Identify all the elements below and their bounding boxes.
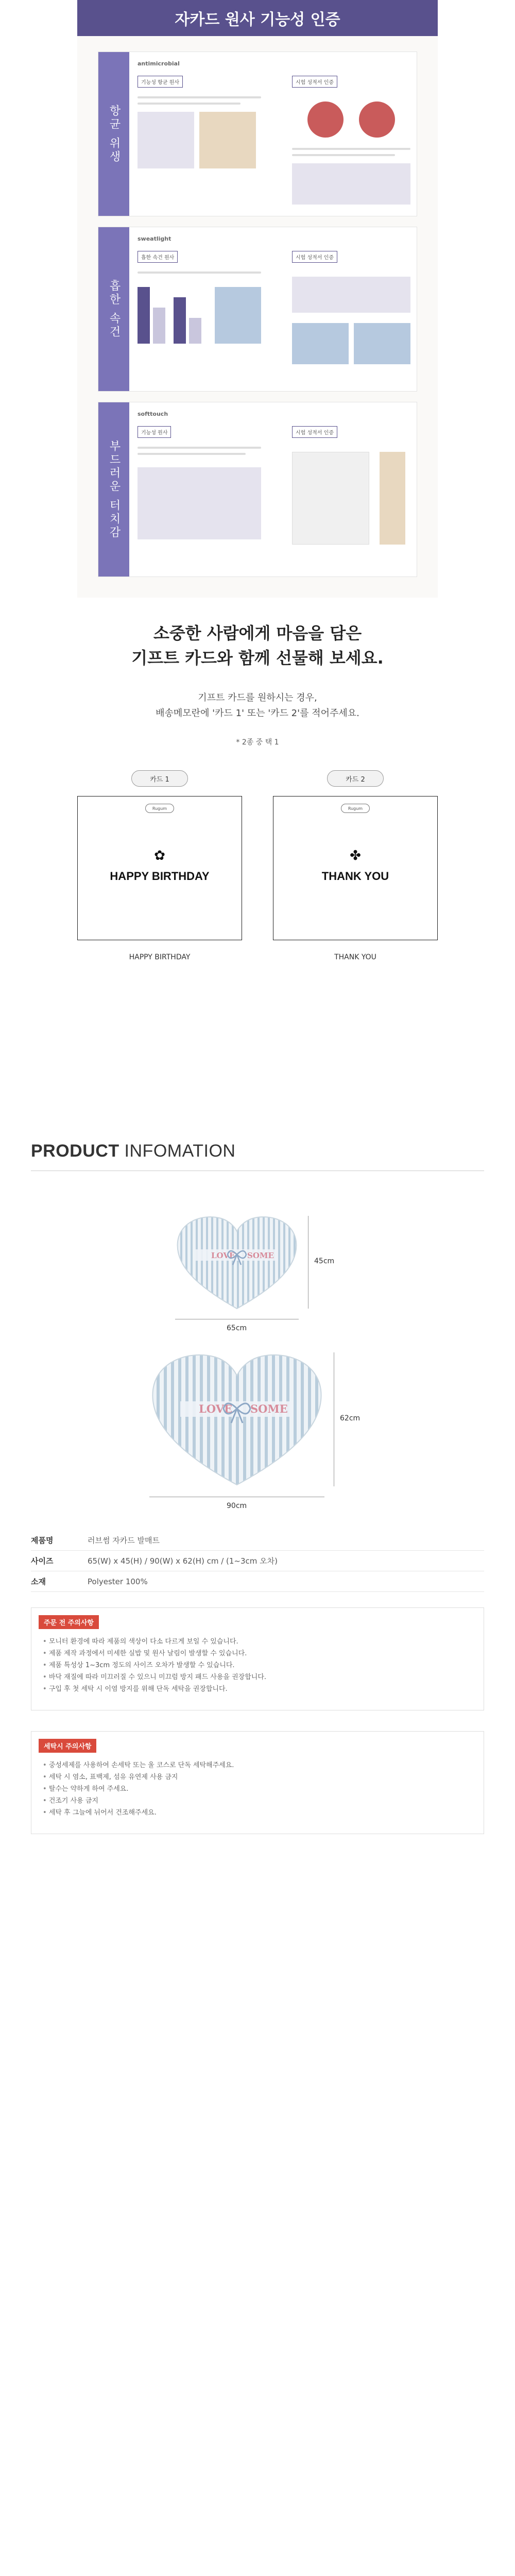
caution-item: • 모니터 환경에 따라 제품의 색상이 다소 다르게 보일 수 있습니다. — [43, 1636, 472, 1648]
bathmat-small-image — [175, 1213, 299, 1311]
certificate-brand: sweatlight — [138, 235, 171, 242]
giftcard-sub-line2: 배송메모란에 '카드 1' 또는 '카드 2'를 적어주세요. — [156, 708, 359, 719]
small-width-label: 65cm — [227, 1324, 247, 1332]
small-height-label: 45cm — [314, 1257, 335, 1265]
certificate-tag: 기능성 원사 — [138, 426, 171, 438]
wash-caution-box — [31, 1731, 484, 1834]
gift-card-happy-birthday — [77, 796, 242, 940]
test-report-table — [292, 277, 410, 313]
certificate-photo — [215, 287, 261, 344]
certificate-row-softtouch — [98, 402, 417, 577]
spec-table — [31, 1530, 484, 1592]
gift-card-thank-you — [273, 796, 438, 940]
card-message: HAPPY BIRTHDAY — [110, 870, 210, 883]
giftcard-sub-line1: 기프트 카드를 원하시는 경우, — [198, 692, 317, 703]
certificate-brand: softtouch — [138, 411, 168, 417]
caution-item: • 구입 후 첫 세탁 시 이염 방지를 위해 단독 세탁을 권장합니다. — [43, 1683, 472, 1695]
caution-item: • 바닥 재질에 따라 미끄러질 수 있으니 미끄럼 방지 패드 사용을 권장합니다. — [43, 1671, 472, 1683]
giftcard-title-line1: 소중한 사람에게 마음을 담은 — [153, 623, 362, 643]
mat-label-some: SOME — [250, 1402, 288, 1415]
card-1-caption: HAPPY BIRTHDAY — [129, 953, 191, 961]
test-report-table — [292, 163, 410, 205]
wash-item: • 건조기 사용 금지 — [43, 1795, 472, 1807]
certificate-photo — [138, 112, 194, 168]
certificate-tag: 시험 성적서 인증 — [292, 76, 337, 88]
test-sample-image — [359, 101, 395, 138]
certificate-photo — [199, 112, 256, 168]
certificate-brand: antimicrobial — [138, 60, 180, 67]
clover-icon: ✤ — [350, 848, 361, 863]
test-sample-image — [307, 101, 344, 138]
order-caution-box — [31, 1607, 484, 1710]
mat-label-love: LOVE — [211, 1251, 235, 1260]
test-sample-image — [292, 323, 349, 364]
wash-item: • 세탁 후 그늘에 뉘어서 건조해주세요. — [43, 1807, 472, 1819]
test-sample-image — [354, 323, 410, 364]
wash-item: • 세탁 시 염소, 표백제, 섬유 유연제 사용 금지 — [43, 1771, 472, 1783]
certificate-tag: 흡한 속건 원사 — [138, 251, 178, 263]
product-info-title: PRODUCT INFOMATION — [31, 1141, 236, 1161]
certificate-tag: 기능성 항균 원사 — [138, 76, 183, 88]
wash-item: • 중성세제를 사용하여 손세탁 또는 울 코스로 단독 세탁해주세요. — [43, 1759, 472, 1771]
bathmat-large-image — [149, 1350, 324, 1489]
order-caution-tag: 주문 전 주의사항 — [39, 1615, 99, 1629]
certificate-side-label: 흡한 속건 — [98, 227, 129, 391]
spec-row: 사이즈 65(W) x 45(H) / 90(W) x 62(H) cm / (1~3cm 오차) — [31, 1551, 484, 1571]
certificate-tag: 시험 성적서 인증 — [292, 251, 337, 263]
test-report-table — [138, 467, 261, 539]
mat-label-love: LOVE — [199, 1402, 232, 1415]
flower-icon: ✿ — [154, 848, 165, 863]
card-message: THANK YOU — [321, 870, 389, 883]
wash-item: • 탈수는 약하게 하여 주세요. — [43, 1783, 472, 1795]
card-1-label: 카드 1 — [131, 770, 188, 787]
certificate-title: 자카드 원사 기능성 인증 — [77, 0, 438, 36]
certificate-tag: 시험 성적서 인증 — [292, 426, 337, 438]
certificate-document — [292, 452, 369, 545]
certificate-side-label: 항균 위생 — [98, 52, 129, 216]
certificate-row-antimicrobial — [98, 52, 417, 216]
certificate-photo — [380, 452, 405, 545]
spec-row: 소재 Polyester 100% — [31, 1571, 484, 1592]
card-logo: Rugum — [341, 804, 370, 813]
mat-label-some: SOME — [247, 1251, 274, 1260]
certificate-side-label: 부드러운 터치감 — [98, 402, 129, 577]
certificate-section — [77, 0, 438, 598]
spec-row: 제품명 러브썸 자카드 발매트 — [31, 1530, 484, 1551]
card-2-caption: THANK YOU — [334, 953, 376, 961]
giftcard-note: * 2종 중 택 1 — [236, 738, 279, 747]
wash-caution-tag: 세탁시 주의사항 — [39, 1739, 96, 1753]
caution-item: • 제품 특성상 1~3cm 정도의 사이즈 오차가 발생할 수 있습니다. — [43, 1659, 472, 1671]
card-logo: Rugum — [145, 804, 174, 813]
large-height-label: 62cm — [340, 1414, 360, 1422]
giftcard-title-line2: 기프트 카드와 함께 선물해 보세요. — [131, 648, 384, 668]
certificate-row-sweatlight — [98, 227, 417, 392]
card-2-label: 카드 2 — [327, 770, 384, 787]
caution-item: • 제품 제작 과정에서 미세한 실밥 및 원사 날림이 발생할 수 있습니다. — [43, 1648, 472, 1659]
large-width-label: 90cm — [227, 1502, 247, 1510]
